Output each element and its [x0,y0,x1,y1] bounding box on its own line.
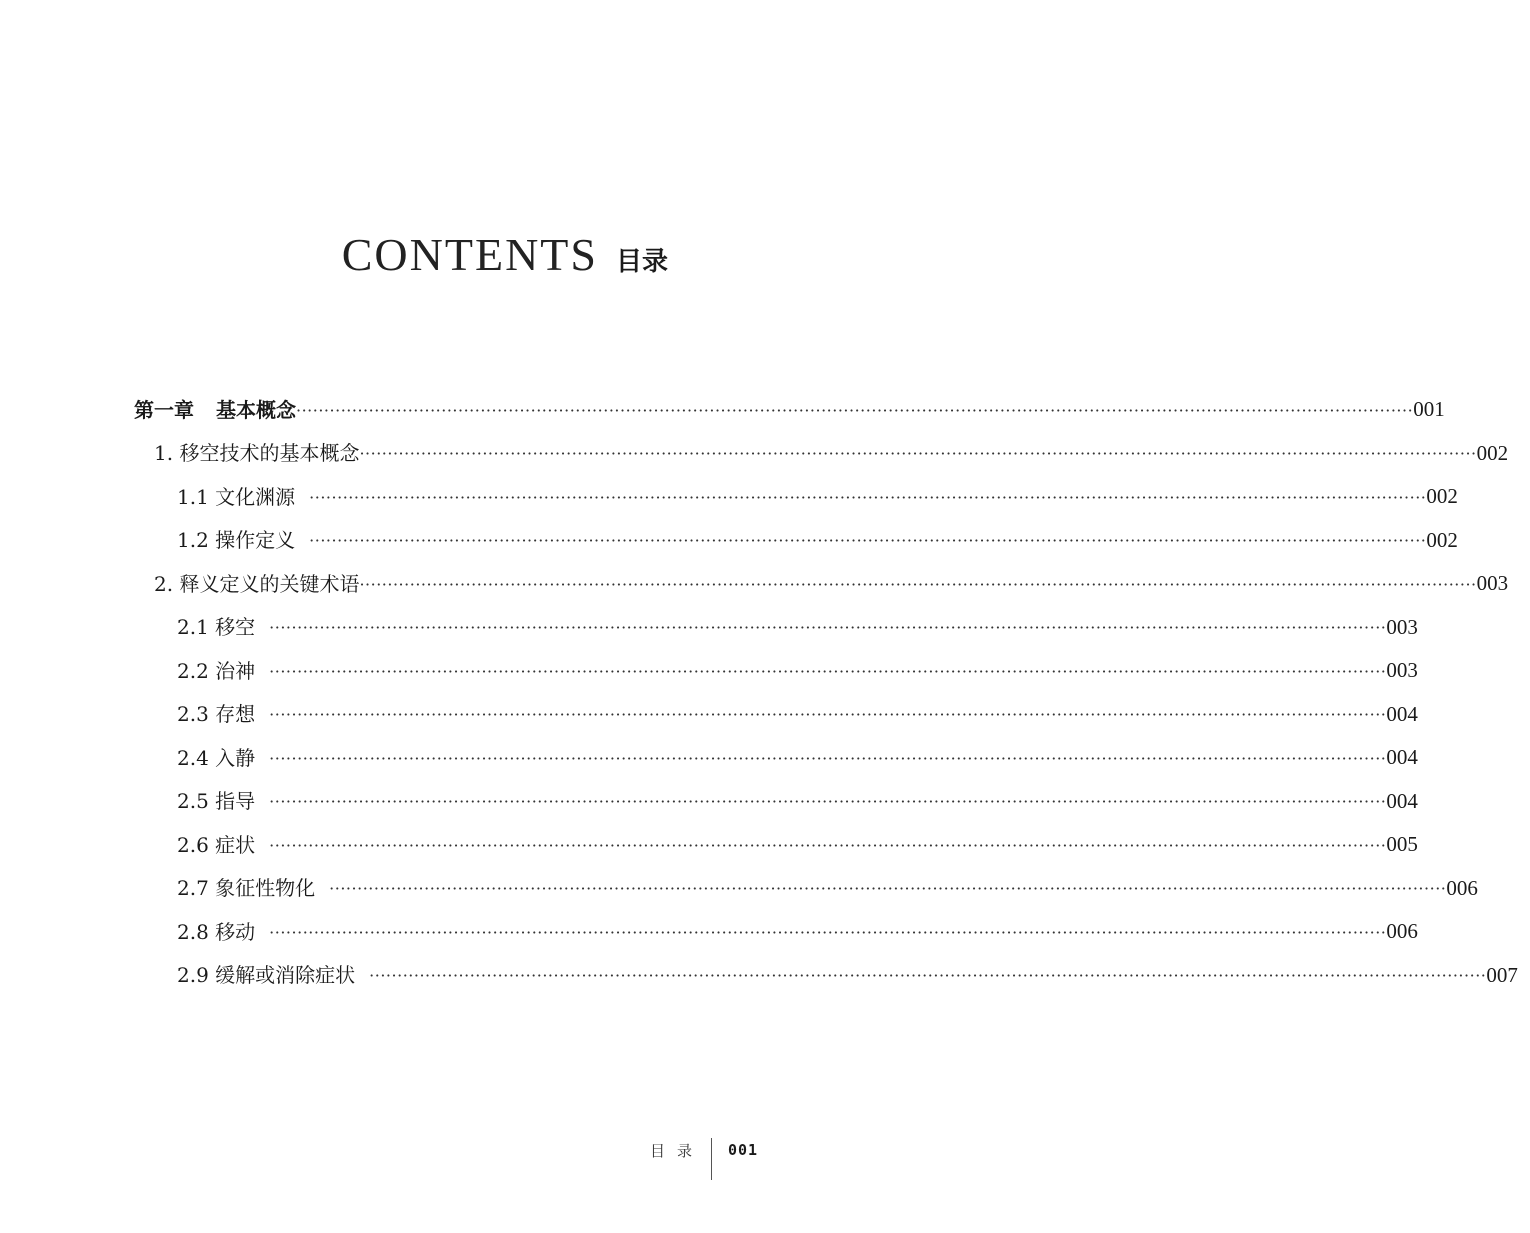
toc-entry-section-2-8[interactable] [0,910,1418,954]
toc-entry-page: 004 [1386,788,1418,813]
toc-entry-page: 003 [1476,571,1509,596]
dot-leader: ········································································································································································································ [269,705,1387,725]
toc-entry-page: 006 [1446,875,1478,900]
toc-entry-section-2-4[interactable] [0,736,1418,780]
toc-entry-section-2-6[interactable] [0,823,1418,867]
dot-leader: ········································································································································································································ [309,531,1427,551]
toc-entry-page: 003 [1386,614,1418,639]
toc-entry-chapter-1[interactable] [0,388,1445,432]
page-heading [342,228,668,281]
dot-leader: ········································································································································································································ [309,487,1427,507]
toc-entry-page: 002 [1426,484,1458,509]
toc-entry-section-2-3[interactable] [0,693,1418,737]
toc-entry-section-2-1[interactable] [0,606,1418,650]
toc-entry-section-2[interactable] [0,562,1509,606]
toc-entry-label: 2.7 象征性物化 [177,876,316,901]
dot-leader: ········································································································································································································ [269,618,1387,638]
toc-entry-section-2-9[interactable] [0,954,1518,998]
toc-entry-label: 1. 移空技术的基本概念 [154,441,360,466]
toc-entry-page: 004 [1386,745,1418,770]
toc-entry-label: 1.1 文化渊源 [177,484,296,509]
toc-entry-section-2-2[interactable] [0,649,1418,693]
running-footer-section: 目录 [650,1142,705,1160]
dot-leader: ········································································································································································································ [296,400,1414,420]
toc-entry-label: 2.9 缓解或消除症状 [177,963,356,988]
heading-contents: CONTENTS [341,229,598,280]
toc-entry-page: 007 [1486,962,1518,987]
toc-entry-label: 2.1 移空 [177,615,256,640]
dot-leader: ········································································································································································································ [269,922,1387,942]
toc-entry-page: 003 [1386,658,1418,683]
toc-entry-section-2-5[interactable] [0,780,1418,824]
toc-entry-page: 002 [1426,527,1458,552]
toc-entry-label: 2.2 治神 [177,658,256,683]
dot-leader: ········································································································································································································ [359,574,1477,594]
footer-divider [711,1138,712,1180]
dot-leader: ········································································································································································································ [269,748,1387,768]
heading-mulu: 目录 [615,247,668,277]
toc-entry-label: 2.3 存想 [177,702,256,727]
toc-entry-label: 2. 释义定义的关键术语 [154,571,360,596]
toc-entry-section-1-2[interactable] [0,519,1458,563]
dot-leader: ········································································································································································································ [329,879,1447,899]
footer-page-number: 001 [728,1141,759,1159]
toc-entry-page: 001 [1413,397,1445,422]
toc-entry-page: 004 [1386,701,1418,726]
chapter-number: 第一章 [134,397,194,422]
toc-entry-page: 005 [1386,832,1418,857]
toc-entry-label: 1.2 操作定义 [177,528,296,553]
toc-entry-label: 2.5 指导 [177,789,256,814]
table-of-contents [0,388,1518,997]
toc-entry-section-1[interactable] [0,432,1509,476]
toc-entry-label [134,397,296,422]
toc-entry-page: 006 [1386,919,1418,944]
dot-leader: ········································································································································································································ [359,444,1477,464]
toc-entry-section-1-1[interactable] [0,475,1458,519]
dot-leader: ········································································································································································································ [369,966,1487,986]
toc-entry-page: 002 [1476,440,1509,465]
toc-entry-label: 2.8 移动 [177,919,256,944]
dot-leader: ········································································································································································································ [269,835,1387,855]
toc-entry-label: 2.6 症状 [177,832,256,857]
dot-leader: ········································································································································································································ [269,792,1387,812]
toc-entry-label: 2.4 入静 [177,745,256,770]
chapter-title: 基本概念 [216,397,296,422]
toc-entry-section-2-7[interactable] [0,867,1478,911]
dot-leader: ········································································································································································································ [269,661,1387,681]
